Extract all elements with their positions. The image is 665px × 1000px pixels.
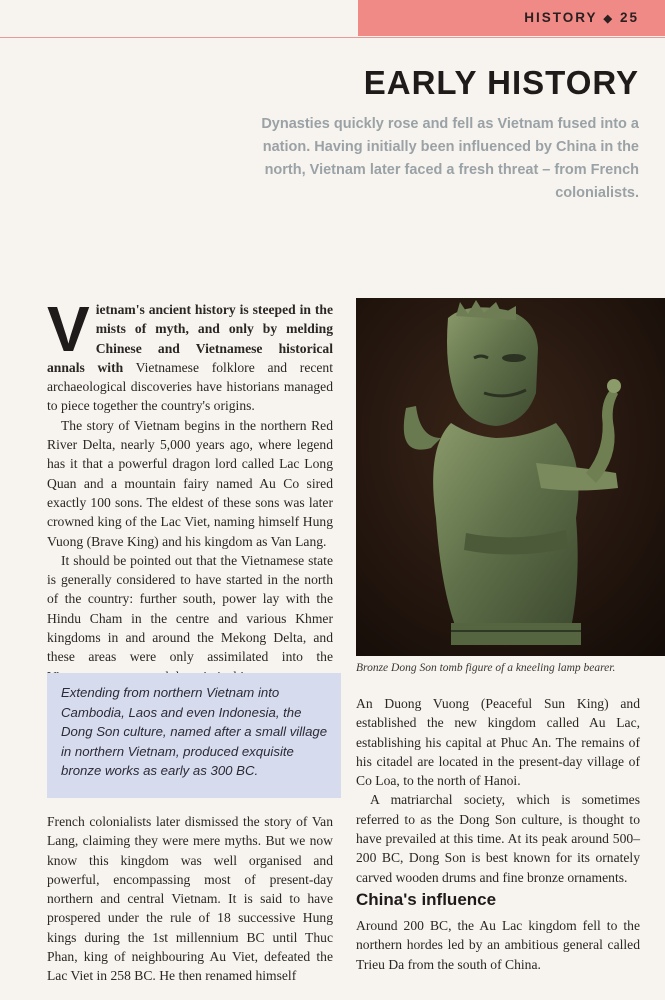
running-header xyxy=(524,10,639,25)
body-paragraph: An Duong Vuong (Peaceful Sun King) and established the new kingdom called Au Lac, establishing his capital at Phuc An. The remains of his citadel are located in the present-day village of Co Loa, to the north of Hanoi. xyxy=(356,696,640,789)
drop-cap: V xyxy=(47,293,90,365)
page-title: EARLY HISTORY xyxy=(363,64,639,101)
photo-caption: Bronze Dong Son tomb figure of a kneeling lamp bearer. xyxy=(356,662,616,674)
right-column-bottom xyxy=(356,916,640,974)
intro-text: Dynasties quickly rose and fell as Vietnam fused into a nation. Having initially been influenced by China in the north, Vietnam later faced a fresh threat – from French colonialists. xyxy=(261,116,639,201)
section-subheading: China's influence xyxy=(356,890,497,909)
body-paragraph: The story of Vietnam begins in the northern Red River Delta, nearly 5,000 years ago, where legend has it that a powerful dragon lord called Lac Long Quan and a mountain fairy named Au Co sired exactly 100 sons. The eldest of these sons was later crowned king of the Lac Viet, naming himself Hung Vuong (Brave King) and his kingdom as Van Lang. xyxy=(47,417,333,549)
header-rule xyxy=(0,37,665,38)
lead-paragraph xyxy=(47,293,333,416)
right-column xyxy=(356,694,640,887)
body-paragraph: It should be pointed out that the Vietnamese state is generally considered to have started in the north of the country: further south, power lay with the Hindu Cham in the centre and various Khmer kingdoms in and around the Mekong Delta, and these areas were only assimilated into the xyxy=(47,552,333,665)
page-number: 25 xyxy=(619,10,639,25)
body-paragraph: French colonialists later dismissed the story of Van Lang, claiming they were mere myths. But we now know this kingdom was well organised and powerful, encompassing most of present-day northern and central Vietnam. It is said to have prospered under the rule of 18 successive Hung kings during the 1st millennium BC until Thuc Phan, king of neighbouring Au Viet, defeated the Lac Viet in 258 BC. He then renamed himself xyxy=(47,814,333,984)
section-name: HISTORY xyxy=(524,10,598,25)
body-paragraph: Around 200 BC, the Au Lac kingdom fell to the northern hordes led by an ambitious general called Trieu Da from the south of China. xyxy=(356,918,640,972)
bronze-figure-photo xyxy=(356,298,665,656)
left-column xyxy=(47,293,333,686)
body-paragraph: A matriarchal society, which is sometimes referred to as the Dong Son culture, is thought to have prevailed at this time. At its peak around 500–200 BC, Dong Son is best known for its ornately carved wooden drums and fine bronze ornaments. xyxy=(356,792,640,885)
diamond-icon: ◆ xyxy=(603,13,614,25)
lead-rest-text: Vietnamese folklore and recent archaeological discoveries have historians managed to piece together the country's origins. xyxy=(47,359,333,414)
bronze-figure-illustration xyxy=(356,298,665,656)
callout-box: Extending from northern Vietnam into Cambodia, Laos and even Indonesia, the Dong Son culture, named after a small village in northern Vietnam, produced exquisite bronze works as early as 300 BC. xyxy=(47,673,341,798)
left-column-bottom xyxy=(47,812,333,986)
section-header-tab xyxy=(358,0,665,36)
lead-bold-text: ietnam's ancient history is steeped in the mists of myth, and only by melding Chinese and Vietnamese historical annals with xyxy=(47,302,333,375)
